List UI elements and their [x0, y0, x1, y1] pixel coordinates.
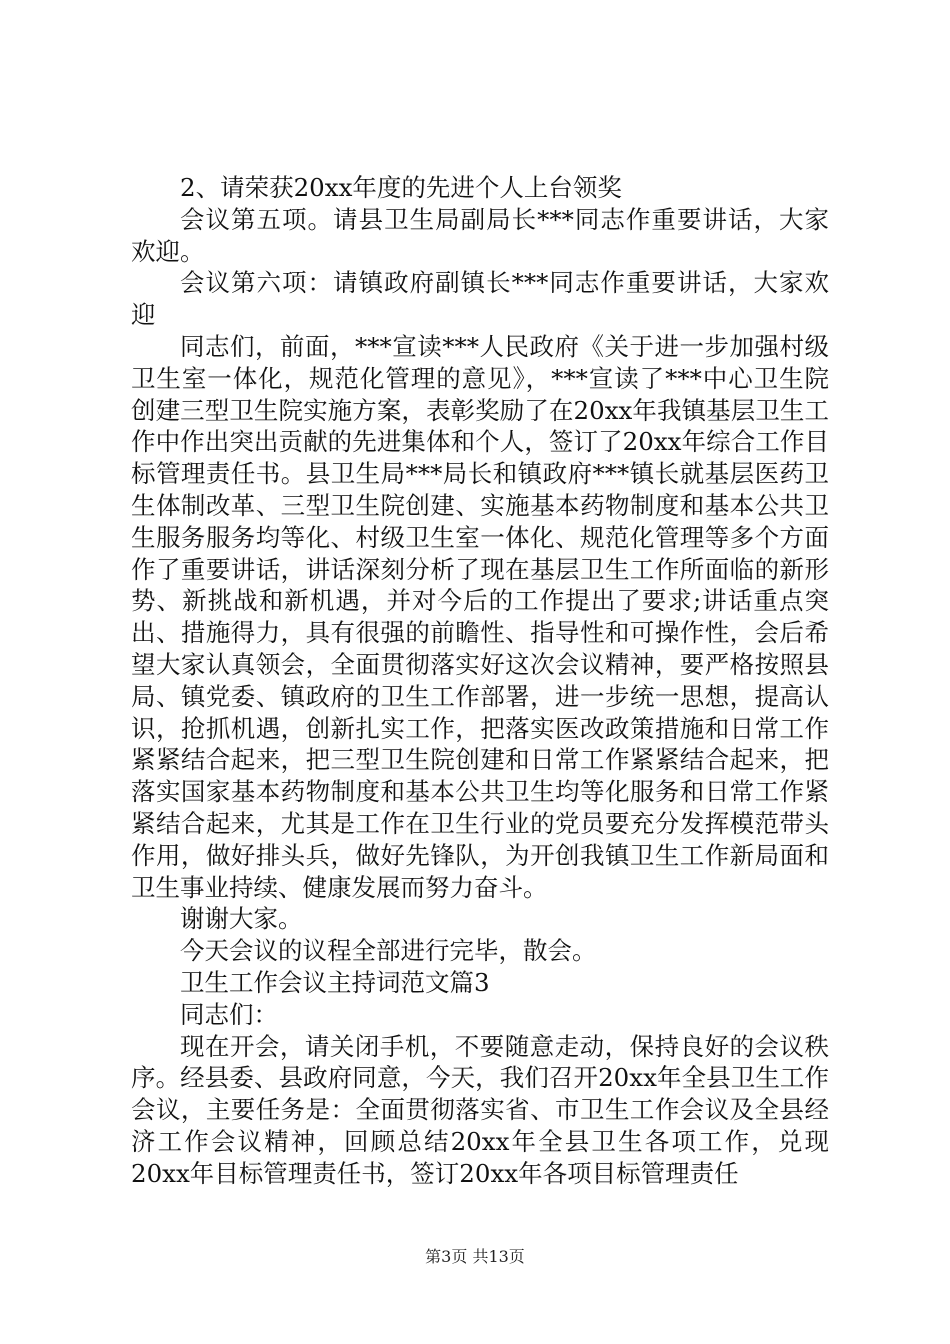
paragraph: 同志们，前面，***宣读***人民政府《关于进一步加强村级卫生室一体化，规范化管理的意见》，***宣读了***中心卫生院创建三型卫生院实施方案，表彰奖励了在20xx年我镇基层卫生工作中作出突出贡献的先进集体和个人，签订了20xx年综合工作目标管理责任书。县卫生局***局长和镇政府***镇长就基层医药卫生体制改革、三型卫生院创建、实施基本药物制度和基本公共卫生服务服务均等化、村级卫生室一体化、规范化管理等多个方面作了重要讲话，讲话深刻分析了现在基层卫生工作所面临的新形势、新挑战和新机遇，并对今后的工作提出了要求;讲话重点突出、措施得力，具有很强的前瞻性、指导性和可操作性，会后希望大家认真领会，全面贯彻落实好这次会议精神，要严格按照县局、镇党委、镇政府的卫生工作部署，进一步统一思想，提高认识，抢抓机遇，创新扎实工作，把落实医改政策措施和日常工作紧紧结合起来，把三型卫生院创建和日常工作紧紧结合起来，把落实国家基本药物制度和基本公共卫生均等化服务和日常工作紧紧结合起来，尤其是工作在卫生行业的党员要充分发挥模范带头作用，做好排头兵，做好先锋队，为开创我镇卫生工作新局面和卫生事业持续、健康发展而努力奋斗。 [131, 331, 829, 902]
paragraph: 会议第六项：请镇政府副镇长***同志作重要讲话，大家欢迎 [131, 268, 829, 330]
paragraph: 2、请荣获20xx年度的先进个人上台领奖 [180, 173, 622, 202]
paragraph: 今天会议的议程全部进行完毕，散会。 [180, 936, 597, 966]
paragraph: 会议第五项。请县卫生局副局长***同志作重要讲话，大家欢迎。 [131, 204, 829, 266]
page-number-footer: 第3页 共13页 [425, 1247, 525, 1266]
paragraph: 同志们： [180, 999, 278, 1029]
document-body [131, 172, 829, 1190]
paragraph: 现在开会，请关闭手机，不要随意走动，保持良好的会议秩序。经县委、县政府同意，今天，我们召开20xx年全县卫生工作会议，主要任务是：全面贯彻落实省、市卫生工作会议及全县经济工作会议精神，回顾总结20xx年全县卫生各项工作，兑现20xx年目标管理责任书，签订20xx年各项目标管理责任 [131, 1031, 829, 1188]
paragraph: 谢谢大家。 [180, 904, 303, 934]
section-heading: 卫生工作会议主持词范文篇3 [180, 967, 490, 997]
